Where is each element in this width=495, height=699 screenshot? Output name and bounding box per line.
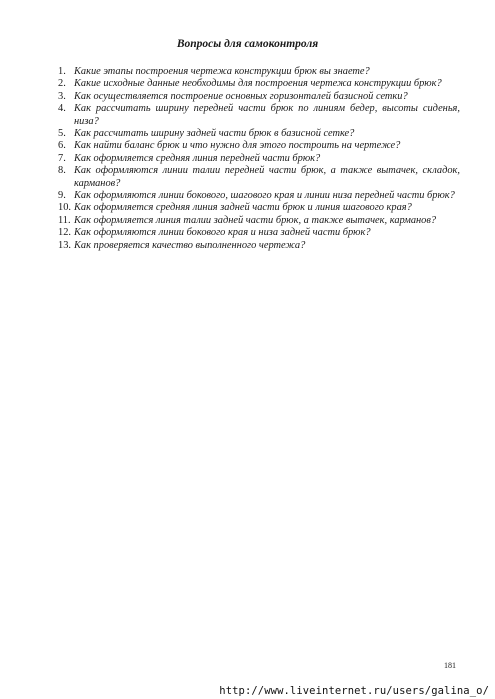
question-item <box>58 215 460 227</box>
question-number: 7. <box>58 152 66 164</box>
question-text: Как оформляется линия талии задней части брюк, а также вытачек, карманов? <box>74 214 437 226</box>
watermark-url: http://www.liveinternet.ru/users/galina_o/ <box>219 685 489 697</box>
question-number: 12. <box>58 227 71 239</box>
question-text: Как оформляются линии талии передней части брюк, а также вытачек, складок, карманов? <box>74 165 460 189</box>
page-title: Вопросы для самоконтроля <box>176 38 319 50</box>
question-text: Как оформляются линии бокового, шагового края и линии низа передней части брюк? <box>74 190 455 202</box>
question-number: 8. <box>58 165 66 177</box>
question-item <box>58 153 460 165</box>
question-item <box>58 91 460 103</box>
question-number: 9. <box>58 190 66 202</box>
question-number: 10. <box>58 202 71 214</box>
question-text: Как оформляется средняя линия задней части брюк и линия шагового края? <box>74 202 412 214</box>
question-item <box>58 140 460 152</box>
question-text: Как проверяется качество выполненного чертежа? <box>74 239 306 251</box>
question-text: Как рассчитать ширину задней части брюк в базисной сетке? <box>74 128 355 140</box>
question-text: Какие исходные данные необходимы для построения чертежа конструкции брюк? <box>74 78 442 90</box>
question-item <box>58 128 460 140</box>
question-item <box>58 190 460 202</box>
question-number: 5. <box>58 128 66 140</box>
question-text: Как оформляется средняя линия передней части брюк? <box>74 152 321 164</box>
question-text: Как осуществляется построение основных горизонталей базисной сетки? <box>74 90 408 102</box>
question-number: 13. <box>58 239 71 251</box>
question-number: 1. <box>58 66 66 77</box>
question-item <box>58 227 460 239</box>
question-item <box>58 202 460 214</box>
question-item <box>58 78 460 90</box>
question-text: Как рассчитать ширину передней части брюк по линиям бедер, высоты сиденья, низа? <box>74 103 460 127</box>
question-item <box>58 165 460 190</box>
question-item <box>58 66 460 78</box>
question-text: Как найти баланс брюк и что нужно для этого построить на чертеже? <box>74 140 401 152</box>
question-list <box>58 66 460 252</box>
page-number: 181 <box>444 661 456 670</box>
question-number: 3. <box>58 90 66 102</box>
question-text: Какие этапы построения чертежа конструкции брюк вы знаете? <box>74 66 370 77</box>
question-number: 2. <box>58 78 66 90</box>
question-item <box>58 103 460 128</box>
question-item <box>58 240 460 252</box>
question-number: 6. <box>58 140 66 152</box>
question-number: 11. <box>58 214 71 226</box>
question-number: 4. <box>58 103 66 115</box>
question-text: Как оформляются линии бокового края и низа задней части брюк? <box>74 227 371 239</box>
